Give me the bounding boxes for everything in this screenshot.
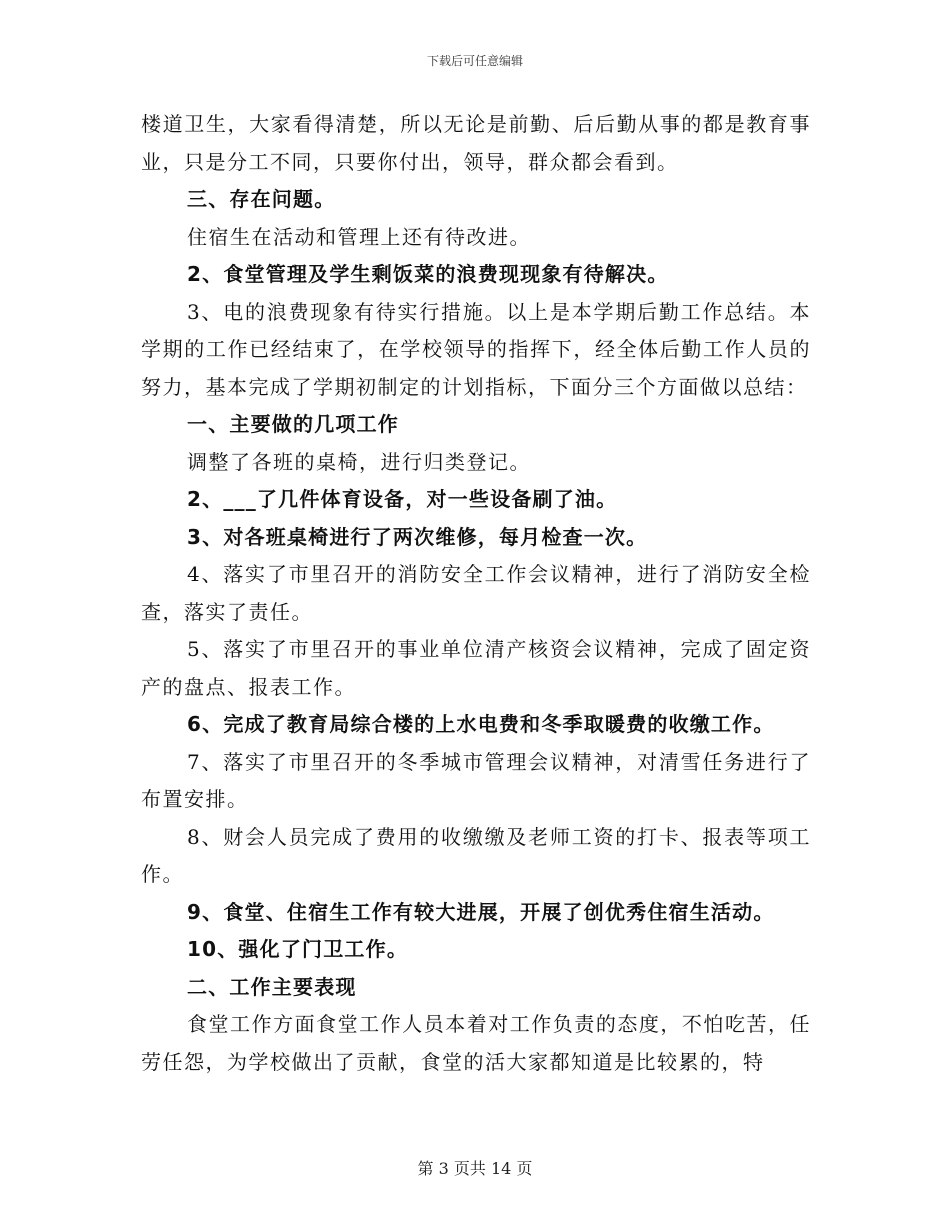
paragraph: 食堂工作方面食堂工作人员本着对工作负责的态度，不怕吃苦，任劳任怨，为学校做出了贡献，食堂的活大家都知道是比较累的，特 bbox=[141, 1012, 811, 1074]
list-item: 3、对各班桌椅进行了两次维修，每月检查一次。 bbox=[187, 524, 648, 549]
paragraph: 楼道卫生，大家看得清楚，所以无论是前勤、后后勤从事的都是教育事业，只是分工不同，只要你付出，领导，群众都会看到。 bbox=[141, 112, 811, 174]
list-item: 7、落实了市里召开的冬季城市管理会议精神，对清雪任务进行了布置安排。 bbox=[141, 749, 811, 811]
document-body bbox=[141, 106, 811, 1081]
list-item: 10、强化了门卫工作。 bbox=[187, 937, 409, 961]
list-item: 9、食堂、住宿生工作有较大进展，开展了创优秀住宿生活动。 bbox=[187, 899, 775, 924]
list-item: 6、完成了教育局综合楼的上水电费和冬季取暖费的收缴工作。 bbox=[187, 712, 775, 736]
list-item: 3、电的浪费现象有待实行措施。以上是本学期后勤工作总结。本学期的工作已经结束了，在学校领导的指挥下，经全体后勤工作人员的努力，基本完成了学期初制定的计划指标，下面分三个方面做以总结： bbox=[141, 299, 811, 399]
list-item: 2、食堂管理及学生剩饭菜的浪费现现象有待解决。 bbox=[187, 262, 669, 286]
list-item: 2、___了几件体育设备，对一些设备刷了油。 bbox=[187, 487, 618, 511]
list-item: 4、落实了市里召开的消防安全工作会议精神，进行了消防安全检查，落实了责任。 bbox=[141, 562, 811, 624]
section-heading: 三、存在问题。 bbox=[187, 187, 336, 211]
list-item: 调整了各班的桌椅，进行归类登记。 bbox=[187, 449, 531, 474]
paragraph: 住宿生在活动和管理上还有待改进。 bbox=[187, 224, 531, 249]
page-number: 第 3 页共 14 页 bbox=[417, 1159, 533, 1178]
list-item: 5、落实了市里召开的事业单位清产核资会议精神，完成了固定资产的盘点、报表工作。 bbox=[141, 637, 811, 699]
section-heading: 一、主要做的几项工作 bbox=[187, 412, 399, 436]
list-item: 8、财会人员完成了费用的收缴缴及老师工资的打卡、报表等项工作。 bbox=[141, 824, 811, 886]
section-heading: 二、工作主要表现 bbox=[187, 974, 357, 999]
page-header: 下载后可任意编辑 bbox=[426, 54, 523, 68]
